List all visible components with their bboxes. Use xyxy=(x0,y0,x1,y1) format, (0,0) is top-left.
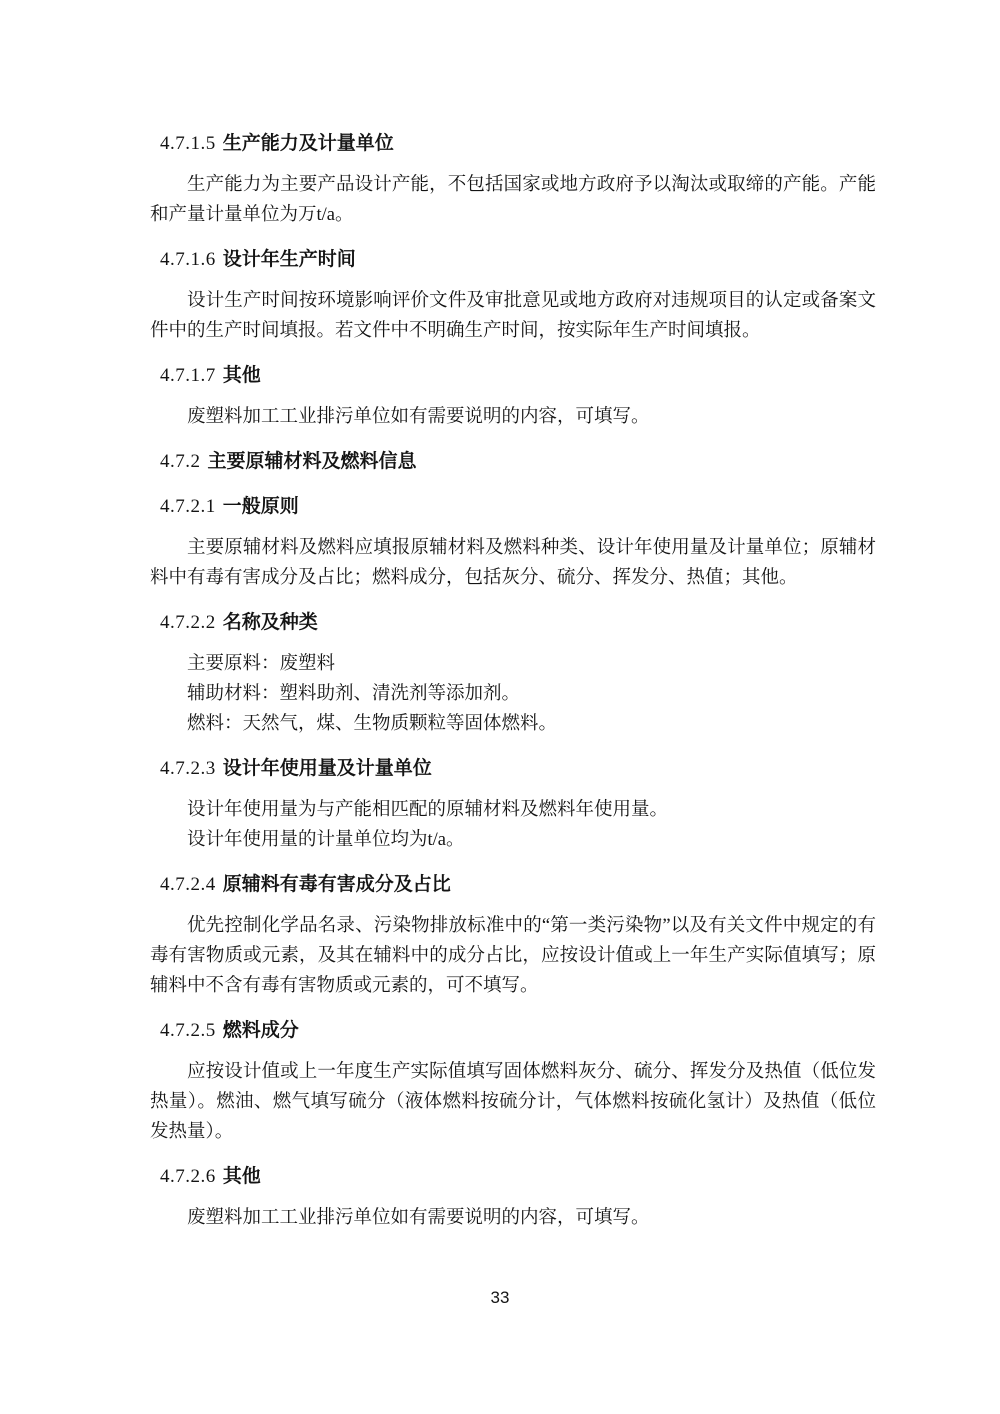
section-number: 4.7.2.3 xyxy=(160,758,216,779)
section-heading xyxy=(150,870,876,900)
section-number: 4.7.2.6 xyxy=(160,1166,216,1187)
section-title: 生产能力及计量单位 xyxy=(222,133,394,154)
section-title: 设计年使用量及计量单位 xyxy=(222,758,432,779)
section-heading xyxy=(150,245,876,275)
body-paragraph: 燃料：天然气，煤、生物质颗粒等固体燃料。 xyxy=(187,714,558,734)
section-number: 4.7.2.5 xyxy=(160,1020,216,1041)
body-paragraph: 废塑料加工工业排污单位如有需要说明的内容，可填写。 xyxy=(187,407,650,427)
section-title: 原辅料有毒有害成分及占比 xyxy=(222,874,451,895)
document-section xyxy=(150,492,876,593)
section-number: 4.7.1.7 xyxy=(160,365,216,386)
body-paragraph: 废塑料加工工业排污单位如有需要说明的内容，可填写。 xyxy=(187,1208,650,1228)
page-number: 33 xyxy=(490,1288,510,1307)
document-section xyxy=(150,361,876,432)
document-section xyxy=(150,245,876,346)
document-section xyxy=(150,608,876,739)
section-number: 4.7.2.2 xyxy=(160,612,216,633)
body-paragraph: 主要原料：废塑料 xyxy=(187,654,336,674)
body-paragraph: 设计生产时间按环境影响评价文件及审批意见或地方政府对违规项目的认定或备案文件中的生产时间填报。若文件中不明确生产时间，按实际年生产时间填报。 xyxy=(150,291,876,341)
document-section xyxy=(150,1162,876,1233)
document-section xyxy=(150,129,876,230)
section-title: 主要原辅材料及燃料信息 xyxy=(207,451,417,472)
section-number: 4.7.1.5 xyxy=(160,133,216,154)
section-title: 名称及种类 xyxy=(222,612,318,633)
section-title: 设计年生产时间 xyxy=(222,249,356,270)
section-number: 4.7.2.4 xyxy=(160,874,216,895)
section-heading xyxy=(150,447,876,477)
body-paragraph: 设计年使用量为与产能相匹配的原辅材料及燃料年使用量。 xyxy=(187,800,669,820)
body-paragraph: 生产能力为主要产品设计产能，不包括国家或地方政府予以淘汰或取缔的产能。产能和产量计量单位为万t/a。 xyxy=(150,175,876,225)
body-paragraph: 辅助材料：塑料助剂、清洗剂等添加剂。 xyxy=(187,684,521,704)
section-heading xyxy=(150,754,876,784)
section-heading xyxy=(150,1162,876,1192)
document-section xyxy=(150,754,876,855)
section-heading xyxy=(150,492,876,522)
section-heading xyxy=(150,129,876,159)
section-title: 其他 xyxy=(222,365,261,386)
document-section xyxy=(150,870,876,1001)
body-paragraph: 设计年使用量的计量单位均为t/a。 xyxy=(187,830,465,850)
body-paragraph: 主要原辅材料及燃料应填报原辅材料及燃料种类、设计年使用量及计量单位；原辅材料中有毒有害成分及占比；燃料成分，包括灰分、硫分、挥发分、热值；其他。 xyxy=(150,538,876,588)
section-title: 一般原则 xyxy=(222,496,299,517)
section-number: 4.7.1.6 xyxy=(160,249,216,270)
document-section xyxy=(150,447,876,477)
body-paragraph: 应按设计值或上一年度生产实际值填写固体燃料灰分、硫分、挥发分及热值（低位发热量）。燃油、燃气填写硫分（液体燃料按硫分计，气体燃料按硫化氢计）及热值（低位发热量）。 xyxy=(150,1062,876,1142)
section-number: 4.7.2 xyxy=(160,451,201,472)
section-heading xyxy=(150,1016,876,1046)
document-section xyxy=(150,1016,876,1147)
page-footer xyxy=(0,1288,1000,1308)
section-title: 其他 xyxy=(222,1166,261,1187)
section-title: 燃料成分 xyxy=(222,1020,299,1041)
body-paragraph: 优先控制化学品名录、污染物排放标准中的“第一类污染物”以及有关文件中规定的有毒有害物质或元素，及其在辅料中的成分占比，应按设计值或上一年生产实际值填写；原辅料中不含有毒有害物质或元素的，可不填写。 xyxy=(150,916,876,996)
section-heading xyxy=(150,608,876,638)
document-content xyxy=(150,129,876,1233)
section-heading xyxy=(150,361,876,391)
section-number: 4.7.2.1 xyxy=(160,496,216,517)
